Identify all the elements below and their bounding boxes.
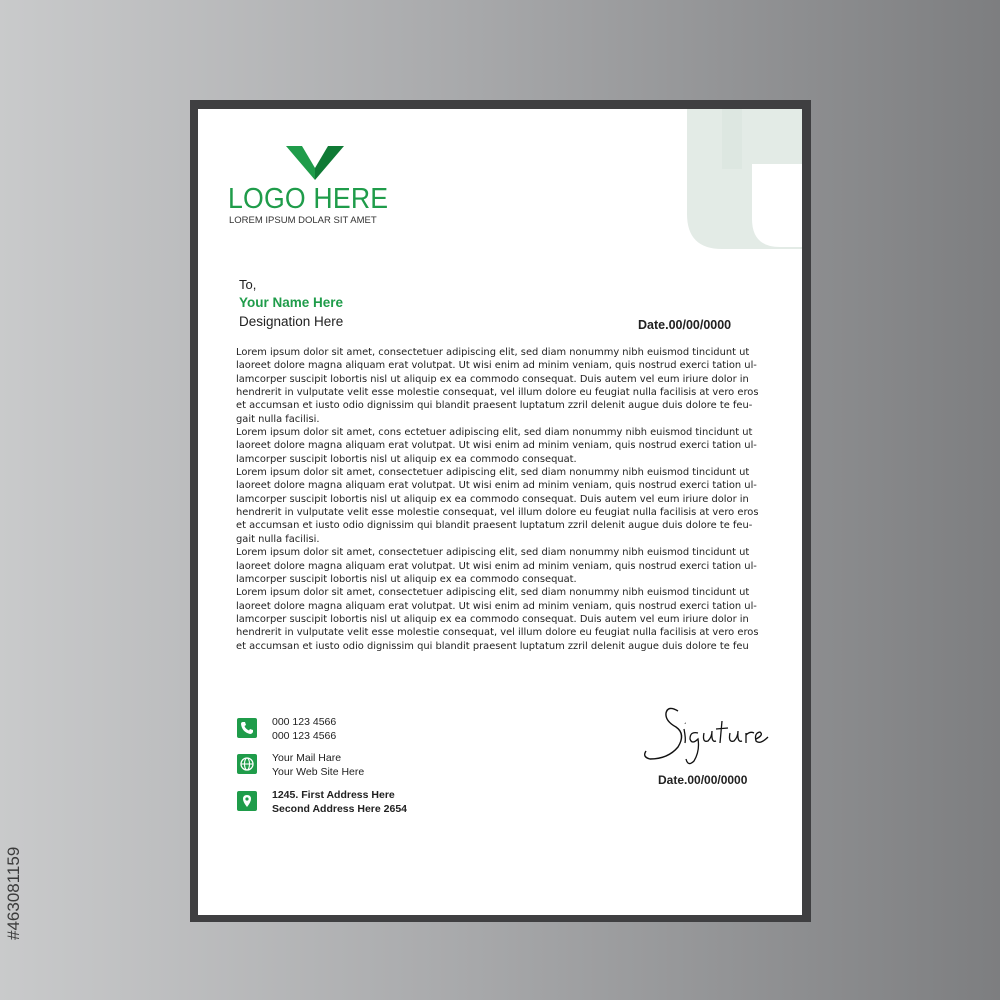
body-line: et accumsan et iusto odio dignissim qui blandit praesent luptatum zzril delenit augue duis dolore te feu- bbox=[236, 400, 753, 412]
body-line: lamcorper suscipit lobortis nisl ut aliquip ex ea commodo consequat. bbox=[236, 453, 577, 465]
date-top: Date.00/00/0000 bbox=[638, 318, 732, 332]
body-line: hendrerit in vulputate velit esse molestie consequat, vel illum dolore eu feugiat nulla facilisis at vero eros bbox=[236, 627, 759, 639]
body-line: laoreet dolore magna aliquam erat volutpat. Ut wisi enim ad minim veniam, quis nostrud exerci tation ul- bbox=[236, 360, 757, 372]
phone-icon bbox=[237, 718, 257, 738]
body-line: Lorem ipsum dolor sit amet, consectetuer adipiscing elit, sed diam nonummy nibh euismod tincidunt ut bbox=[236, 467, 750, 479]
logo-tagline: LOREM IPSUM DOLAR SIT AMET bbox=[229, 215, 377, 226]
to-label: To, bbox=[239, 277, 257, 292]
v-chevron-icon bbox=[286, 146, 344, 180]
body-line: hendrerit in vulputate velit esse molestie consequat, vel illum dolore eu feugiat nulla facilisis at vero eros bbox=[236, 387, 759, 399]
globe-icon bbox=[237, 754, 257, 774]
signature-image bbox=[638, 699, 778, 769]
location-pin-icon bbox=[237, 791, 257, 811]
body-line: lamcorper suscipit lobortis nisl ut aliquip ex ea commodo consequat. Duis autem vel eum iriure dolor in bbox=[236, 493, 749, 505]
recipient-name: Your Name Here bbox=[239, 295, 344, 310]
corner-decoration bbox=[662, 109, 802, 249]
body-line: et accumsan et iusto odio dignissim qui blandit praesent luptatum zzril delenit augue duis dolore te feu- bbox=[236, 520, 753, 532]
body-line: lamcorper suscipit lobortis nisl ut aliquip ex ea commodo consequat. bbox=[236, 573, 577, 585]
body-line: et accumsan et iusto odio dignissim qui blandit praesent luptatum zzril delenit augue duis dolore te feu bbox=[236, 640, 749, 652]
body-line: gait nulla facilisi. bbox=[236, 413, 320, 425]
body-line: laoreet dolore magna aliquam erat volutpat. Ut wisi enim ad minim veniam, quis nostrud exerci tation ul- bbox=[236, 480, 757, 492]
mail-address: Your Mail Hare bbox=[272, 752, 342, 764]
address-2: Second Address Here 2654 bbox=[272, 803, 408, 815]
date-bottom: Date.00/00/0000 bbox=[658, 773, 748, 787]
phone-1: 000 123 4566 bbox=[272, 716, 337, 728]
body-line: hendrerit in vulputate velit esse molestie consequat, vel illum dolore eu feugiat nulla facilisis at vero eros bbox=[236, 507, 759, 519]
body-line: laoreet dolore magna aliquam erat volutpat. Ut wisi enim ad minim veniam, quis nostrud exerci tation ul- bbox=[236, 600, 757, 612]
body-line: Lorem ipsum dolor sit amet, consectetuer adipiscing elit, sed diam nonummy nibh euismod tincidunt ut bbox=[236, 347, 750, 358]
recipient-designation: Designation Here bbox=[239, 314, 344, 329]
letter-body bbox=[236, 346, 766, 653]
stock-id-label: #463081159 bbox=[4, 846, 23, 940]
phone-2: 000 123 4566 bbox=[272, 730, 337, 742]
body-line: gait nulla facilisi. bbox=[236, 533, 320, 545]
website: Your Web Site Here bbox=[272, 766, 365, 778]
body-line: Lorem ipsum dolor sit amet, consectetuer adipiscing elit, sed diam nonummy nibh euismod tincidunt ut bbox=[236, 547, 750, 559]
body-line: Lorem ipsum dolor sit amet, consectetuer adipiscing elit, sed diam nonummy nibh euismod tincidunt ut bbox=[236, 587, 750, 599]
logo-title: LOGO HERE bbox=[228, 183, 389, 215]
letterhead-page bbox=[198, 109, 802, 915]
body-line: Lorem ipsum dolor sit amet, cons ectetuer adipiscing elit, sed diam nonummy nibh euismod tincidunt ut bbox=[236, 427, 753, 439]
body-line: laoreet dolore magna aliquam erat volutpat. Ut wisi enim ad minim veniam, quis nostrud exerci tation ul- bbox=[236, 560, 757, 572]
body-line: lamcorper suscipit lobortis nisl ut aliquip ex ea commodo consequat. Duis autem vel eum iriure dolor in bbox=[236, 613, 749, 625]
address-1: 1245. First Address Here bbox=[272, 789, 395, 801]
body-line: lamcorper suscipit lobortis nisl ut aliquip ex ea commodo consequat. Duis autem vel eum iriure dolor in bbox=[236, 373, 749, 385]
body-line: laoreet dolore magna aliquam erat volutpat. Ut wisi enim ad minim veniam, quis nostrud exerci tation ul- bbox=[236, 440, 757, 452]
